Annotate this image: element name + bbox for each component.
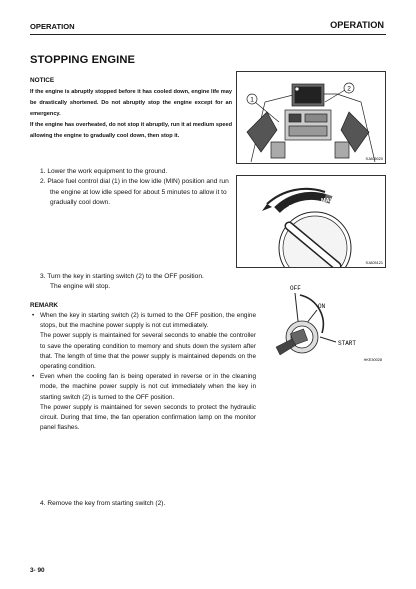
notice-paragraph-1: If the engine is abruptly stopped before it has cooled down, engine life may be drastically shortened. Do not abruptly stop the engine except for an emergency.: [30, 89, 232, 117]
notice-paragraph-2: If the engine has overheated, do not stop it abruptly, run it at medium speed allowing the engine to gradually cool down, then stop it.: [30, 122, 232, 139]
figure-callout-1: 1: [250, 96, 254, 104]
step-2-line-2: the engine at low idle speed for about 5 minutes to allow it to: [50, 188, 227, 196]
notice-text: [30, 87, 232, 142]
header-section-left: OPERATION: [30, 22, 75, 31]
page-title: STOPPING ENGINE: [30, 54, 136, 66]
steps-1-2: [40, 167, 236, 209]
remark-bullet-2-detail: The power supply is maintained for seven seconds to protect the hydraulic circuit. During that time, the fan operation confirmation lamp on the monitor panel flashes.: [40, 403, 256, 432]
starting-switch-figure: [262, 279, 384, 369]
remark-bullet-1-detail: The power supply is maintained for several seconds to enable the controller to save the operating condition to memory and shuts down the system after that. The length of time that the power supply is maintained depends on the operating condition.: [40, 332, 256, 371]
remark-bullet-2: • Even when the cooling fan is being operated in reverse or in the cleaning mode, the machine power supply is not cut immediately when the key in starting switch (2) is turned to the OFF position.: [32, 372, 256, 403]
fuel-dial-figure: [236, 175, 386, 268]
figure-code: SJA05121: [365, 261, 383, 265]
figure-callout-2: 2: [347, 85, 351, 93]
figure-code: HKE30028: [363, 358, 382, 362]
step-3: [40, 272, 240, 293]
switch-off-label: OFF: [290, 285, 301, 292]
starting-switch-illustration: [262, 279, 384, 369]
switch-on-label: ON: [318, 303, 326, 310]
remark-text: [32, 311, 256, 433]
dial-max-label: MAX: [321, 198, 334, 204]
operator-cab-figure: [236, 71, 386, 164]
switch-start-label: START: [338, 340, 357, 347]
step-2-line-3: gradually cool down.: [50, 199, 111, 207]
header-section-right: OPERATION: [330, 20, 384, 30]
figure-code: SJA05020: [365, 157, 383, 161]
header-rule: [30, 34, 386, 35]
step-4: [40, 499, 260, 509]
dial-min-label: MIN: [289, 205, 300, 211]
step-3-line-2: The engine will stop.: [50, 283, 111, 291]
operator-cab-illustration: [237, 72, 385, 163]
step-2-line-1: 2. Place fuel control dial (1) in the low idle (MIN) position and run: [40, 178, 229, 186]
notice-heading: NOTICE: [30, 77, 55, 84]
remark-heading: REMARK: [30, 302, 59, 309]
step-3-line-1: 3. Turn the key in starting switch (2) to the OFF position.: [40, 273, 204, 280]
step-4-line: 4. Remove the key from starting switch (2).: [40, 500, 166, 507]
fuel-dial-illustration: [237, 176, 385, 267]
remark-bullet-1: • When the key in starting switch (2) is turned to the OFF position, the engine stops, but the machine power supply is not cut immediately.: [32, 311, 256, 331]
step-1: 1. Lower the work equipment to the ground.: [40, 168, 168, 175]
page-number: 3- 90: [30, 567, 45, 574]
